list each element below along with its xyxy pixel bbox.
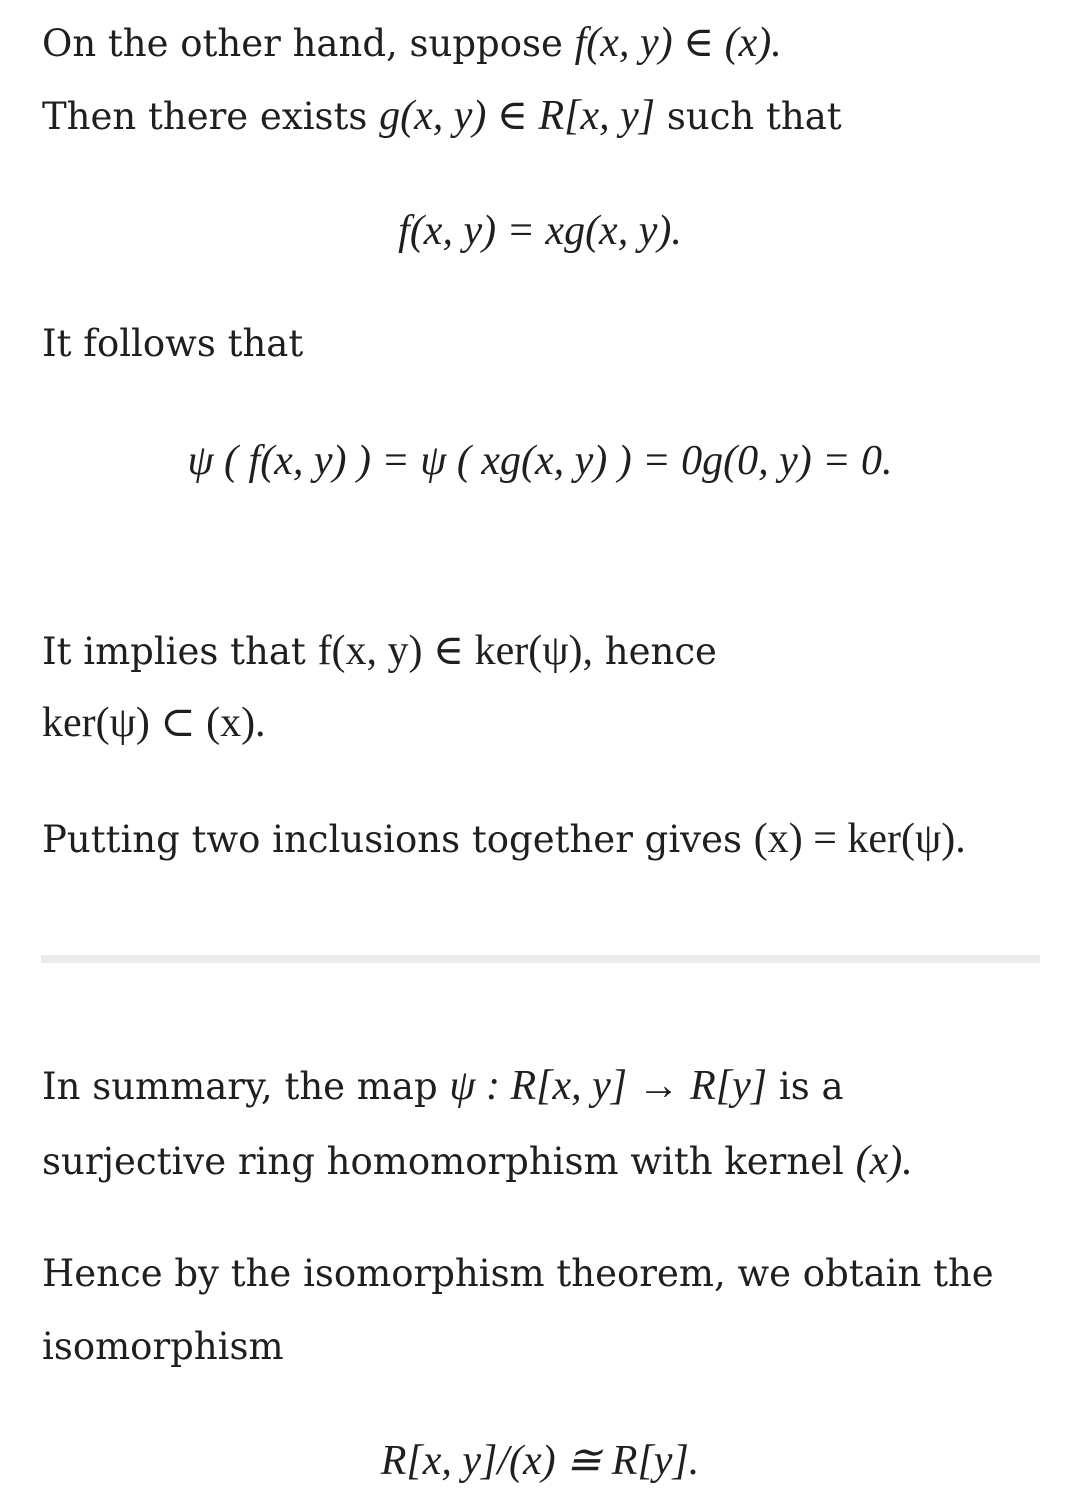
text-fragment: such that [655,95,842,138]
paragraph-implies-line-1 [42,630,1040,672]
math-inline: ker(ψ) ⊂ (x). [42,700,266,746]
paragraph-hence-line-2: isomorphism [42,1325,284,1368]
math-inline: (x). [855,1138,913,1184]
paragraph-hence-line-1: Hence by the isomorphism theorem, we obtain the [42,1252,994,1295]
text-fragment: is a [767,1065,844,1108]
text-fragment: hence [593,630,717,673]
paragraph-suppose-line-2 [42,95,1040,137]
paragraph-summary-line-1 [42,1065,1040,1107]
text-fragment: Putting two inclusions together gives [42,818,754,861]
text-fragment: It implies that [42,630,318,673]
math-inline: g(x, y) ∈ R[x, y] [379,93,656,139]
paragraph-summary-line-2 [42,1140,1040,1182]
text-fragment: In summary, the map [42,1065,450,1108]
text-fragment: surjective ring homomorphism with kernel [42,1140,856,1183]
text-fragment: On the other hand, suppose [42,22,575,65]
display-equation-2: ψ ( f(x, y) ) = ψ ( xg(x, y) ) = 0g(0, y) = 0. [187,438,893,484]
paragraph-implies-line-2 [42,702,1040,744]
paragraph-it-follows: It follows that [42,322,304,365]
paragraph-putting-together [42,818,1040,860]
section-divider [41,955,1040,963]
math-inline: (x) = ker(ψ). [753,816,966,862]
math-inline: f(x, y) ∈ (x). [574,20,782,66]
paragraph-suppose-line-1 [42,22,1040,64]
display-equation-3: R[x, y]/(x) ≅ R[y]. [380,1438,700,1484]
display-equation-1: f(x, y) = xg(x, y). [398,208,682,254]
math-inline: ψ : R[x, y] → R[y] [449,1063,768,1109]
text-fragment: Then there exists [42,95,380,138]
math-inline: f(x, y) ∈ ker(ψ), [317,628,594,674]
